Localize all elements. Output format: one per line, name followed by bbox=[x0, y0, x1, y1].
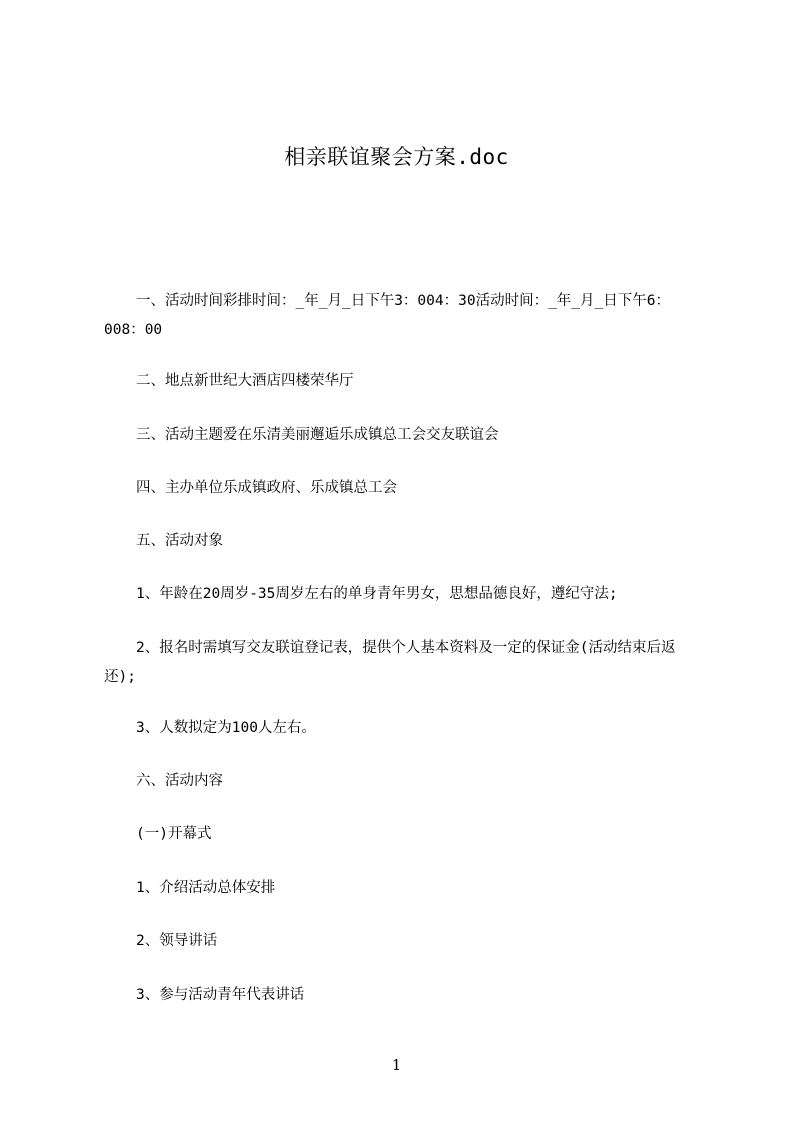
paragraph-target-count: 3、人数拟定为100人左右。 bbox=[136, 720, 316, 736]
paragraph-opening-item-1: 1、介绍活动总体安排 bbox=[136, 880, 276, 896]
paragraph-organizer: 四、主办单位乐成镇政府、乐成镇总工会 bbox=[136, 480, 397, 496]
paragraph-opening-heading: (一)开幕式 bbox=[136, 826, 212, 842]
paragraph-target-heading: 五、活动对象 bbox=[136, 533, 223, 549]
page-number: 1 bbox=[391, 1056, 402, 1074]
paragraph-theme: 三、活动主题爱在乐清美丽邂逅乐成镇总工会交友联谊会 bbox=[136, 427, 499, 443]
paragraph-opening-item-2: 2、领导讲话 bbox=[136, 933, 218, 949]
paragraph-content-heading: 六、活动内容 bbox=[136, 773, 223, 789]
paragraph-activity-time: 一、活动时间彩排时间：_年_月_日下午3：004：30活动时间：_年_月_日下午6：008：00 bbox=[104, 293, 670, 338]
document-title: 相亲联谊聚会方案.doc bbox=[284, 145, 509, 169]
paragraph-target-age: 1、年龄在20周岁-35周岁左右的单身青年男女，思想品德良好，遵纪守法; bbox=[136, 586, 618, 602]
paragraph-opening-item-3: 3、参与活动青年代表讲话 bbox=[136, 987, 305, 1003]
paragraph-target-registration: 2、报名时需填写交友联谊登记表，提供个人基本资料及一定的保证金(活动结束后返还); bbox=[104, 640, 676, 685]
paragraph-location: 二、地点新世纪大酒店四楼荣华厅 bbox=[136, 373, 354, 389]
